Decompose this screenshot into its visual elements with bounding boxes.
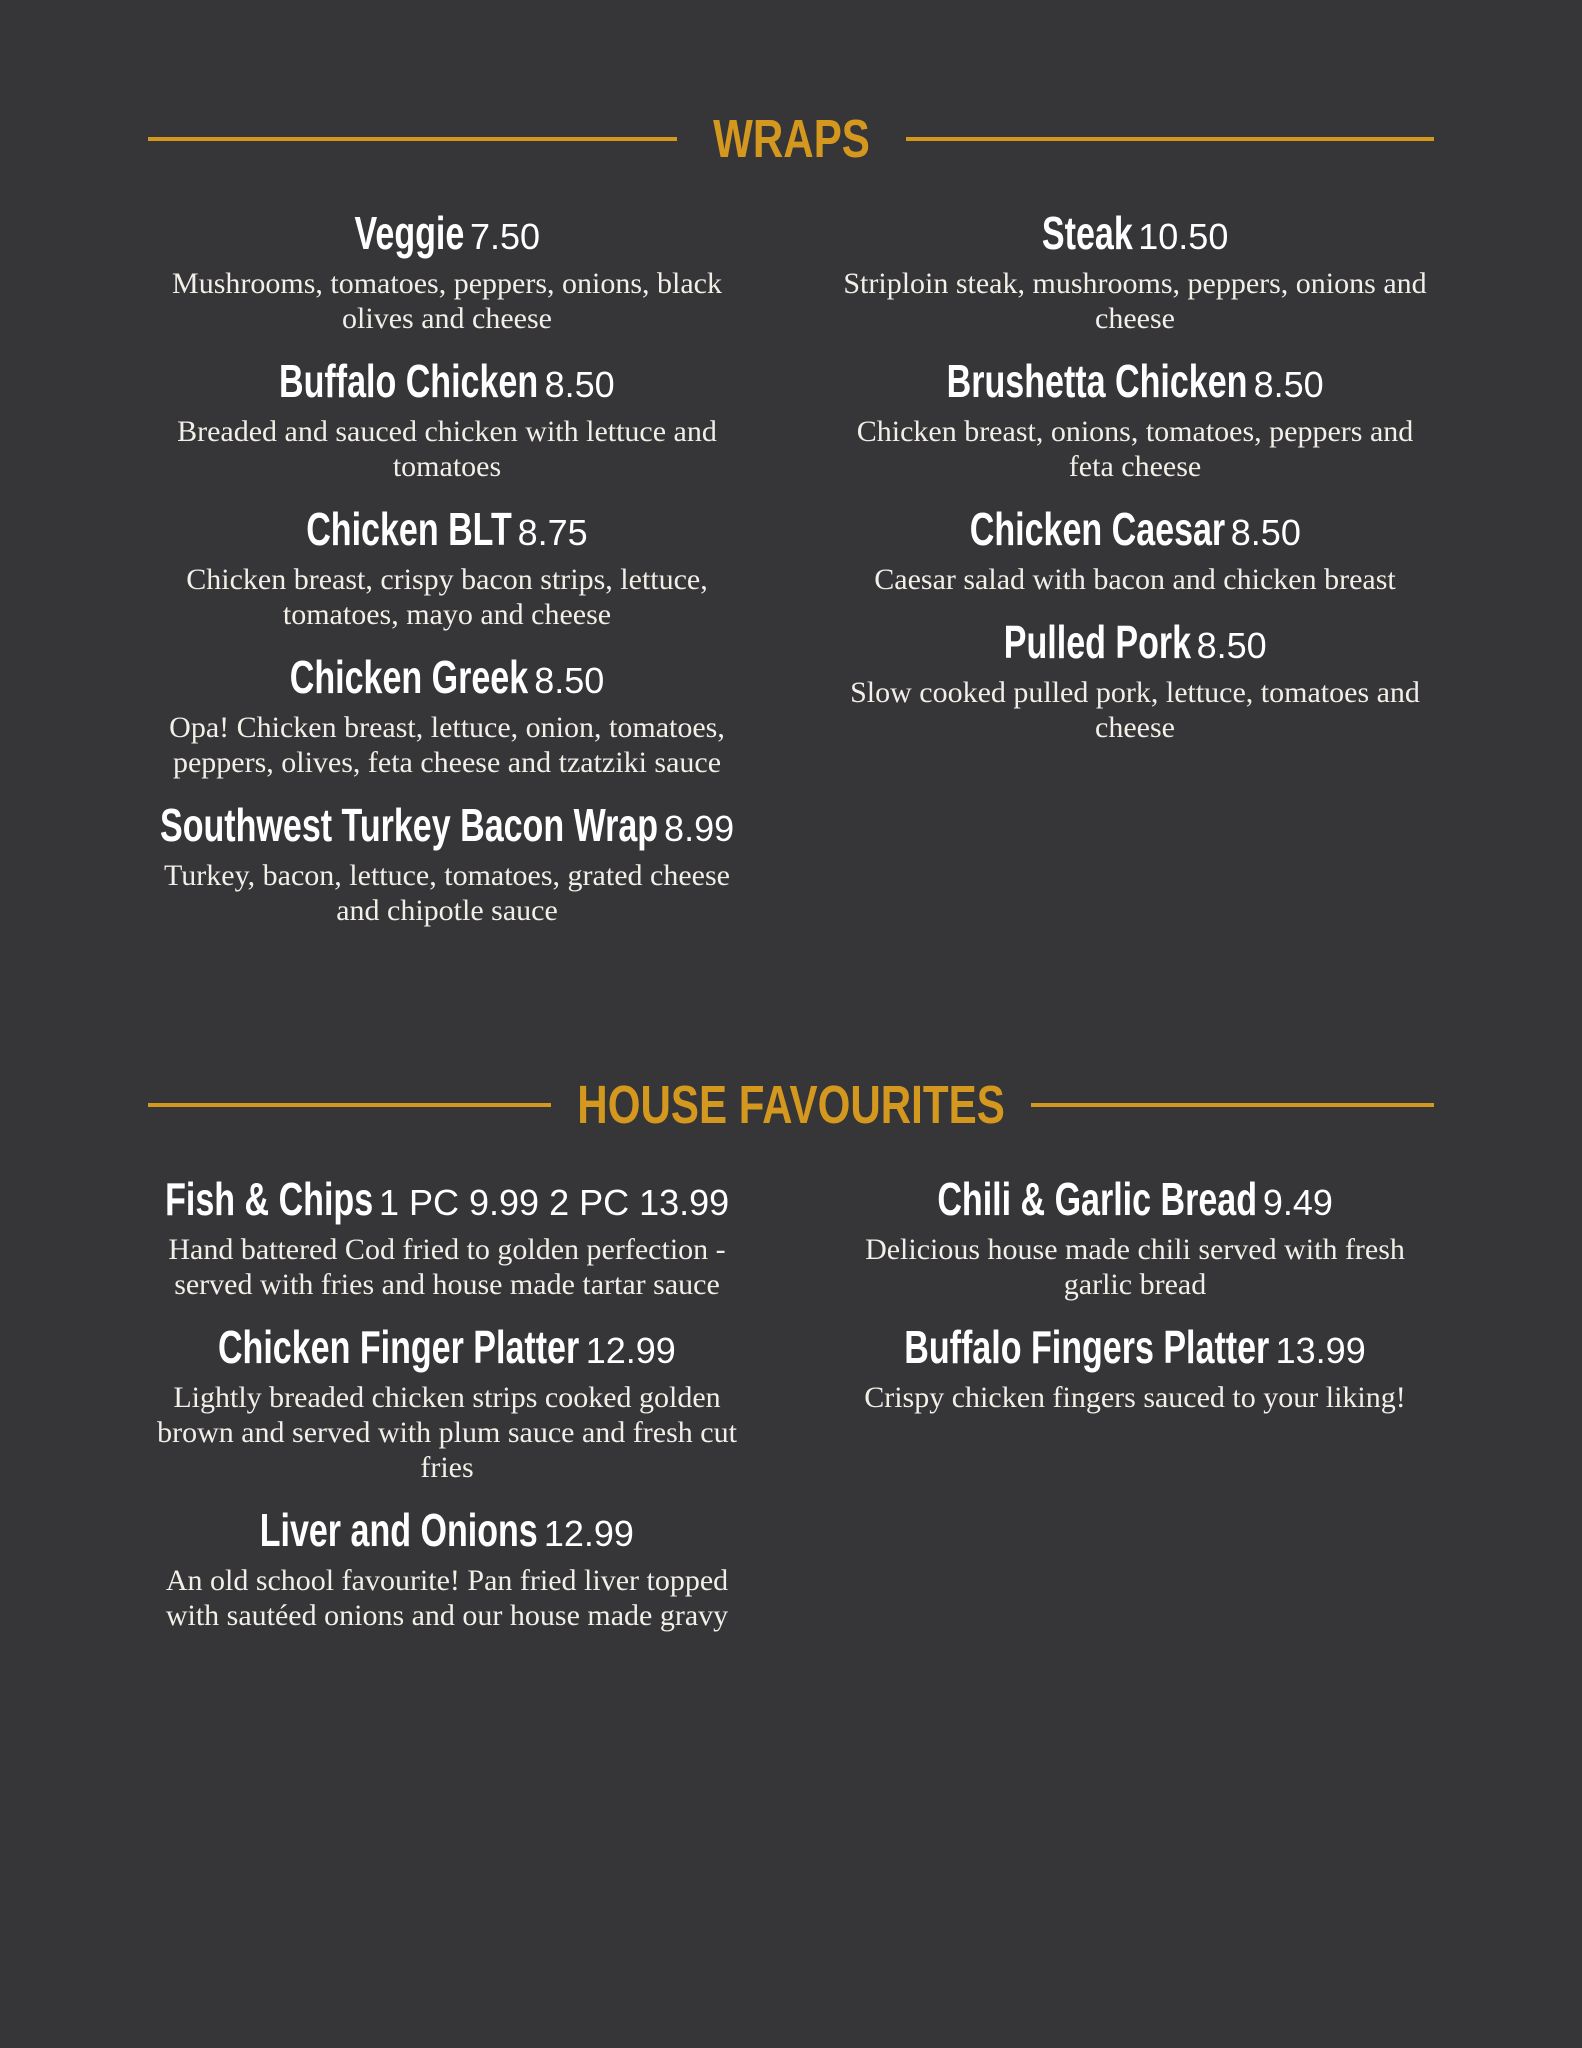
- menu-item: [825, 1321, 1445, 1415]
- item-name: Liver and Onions: [259, 1504, 538, 1556]
- item-name: Chicken Caesar: [969, 503, 1225, 555]
- item-description: Turkey, bacon, lettuce, tomatoes, grated cheese and chipotle sauce: [164, 859, 730, 927]
- item-description: Opa! Chicken breast, lettuce, onion, tomatoes, peppers, olives, feta cheese and tzatziki sauce: [169, 711, 725, 779]
- menu-item: [137, 503, 757, 632]
- item-description: Striploin steak, mushrooms, peppers, onions and cheese: [843, 267, 1427, 335]
- item-description: Hand battered Cod fried to golden perfection - served with fries and house made tartar sauce: [168, 1233, 726, 1301]
- menu-item: [137, 1504, 757, 1633]
- divider-line-right: [906, 137, 1435, 141]
- item-price: 8.75: [517, 512, 588, 553]
- item-name: Chili & Garlic Bread: [937, 1173, 1257, 1225]
- menu-item: [137, 799, 757, 928]
- house-favourites-right-column: [825, 1173, 1445, 1437]
- house-favourites-left-column: [137, 1173, 757, 1655]
- wraps-left-column: [137, 207, 757, 950]
- item-name: Chicken BLT: [306, 503, 512, 555]
- item-name: Veggie: [354, 207, 464, 259]
- item-price: 8.50: [1196, 625, 1267, 666]
- item-price: 1 PC 9.99 2 PC 13.99: [378, 1182, 730, 1223]
- item-price: 12.99: [585, 1330, 676, 1371]
- menu-item: [825, 616, 1445, 745]
- item-price: 8.50: [1253, 364, 1324, 405]
- item-description: Slow cooked pulled pork, lettuce, tomatoes and cheese: [850, 676, 1420, 744]
- menu-item: [825, 503, 1445, 597]
- item-name: Chicken Finger Platter: [218, 1321, 580, 1373]
- item-description: An old school favourite! Pan fried liver topped with sautéed onions and our house made gravy: [165, 1564, 729, 1632]
- menu-item: [825, 1173, 1445, 1302]
- item-name: Chicken Greek: [289, 651, 529, 703]
- menu-item: [137, 1173, 757, 1302]
- item-price: 12.99: [543, 1513, 634, 1554]
- item-description: Chicken breast, onions, tomatoes, peppers and feta cheese: [856, 415, 1414, 483]
- item-description: Delicious house made chili served with fresh garlic bread: [865, 1233, 1405, 1301]
- item-price: 7.50: [469, 216, 541, 257]
- menu-item: [825, 207, 1445, 336]
- divider-line-left: [148, 137, 677, 141]
- section-title: HOUSE FAVOURITES: [577, 1075, 1005, 1135]
- item-price: 10.50: [1138, 216, 1229, 257]
- item-name: Southwest Turkey Bacon Wrap: [159, 799, 659, 851]
- item-description: Chicken breast, crispy bacon strips, lettuce, tomatoes, mayo and cheese: [186, 563, 708, 631]
- divider-line-right: [1031, 1103, 1434, 1107]
- section-title: WRAPS: [712, 109, 870, 169]
- menu-item: [137, 355, 757, 484]
- menu-item: [137, 207, 757, 336]
- item-description: Mushrooms, tomatoes, peppers, onions, black olives and cheese: [172, 267, 722, 335]
- item-price: 9.49: [1262, 1182, 1333, 1223]
- item-name: Buffalo Chicken: [279, 355, 539, 407]
- item-name: Brushetta Chicken: [946, 355, 1248, 407]
- item-price: 13.99: [1275, 1330, 1366, 1371]
- item-name: Buffalo Fingers Platter: [904, 1321, 1270, 1373]
- item-price: 8.50: [534, 660, 605, 701]
- section-header-house-favourites: [148, 1075, 1434, 1135]
- item-name: Steak: [1041, 207, 1133, 259]
- item-price: 8.99: [664, 808, 735, 849]
- menu-item: [137, 1321, 757, 1485]
- wraps-right-column: [825, 207, 1445, 767]
- item-price: 8.50: [544, 364, 615, 405]
- menu-item: [137, 651, 757, 780]
- item-name: Fish & Chips: [164, 1173, 373, 1225]
- item-description: Caesar salad with bacon and chicken breast: [874, 563, 1396, 596]
- divider-line-left: [148, 1103, 551, 1107]
- section-header-wraps: [148, 109, 1434, 169]
- item-description: Breaded and sauced chicken with lettuce and tomatoes: [177, 415, 717, 483]
- item-description: Lightly breaded chicken strips cooked golden brown and served with plum sauce and fresh cut fries: [157, 1381, 737, 1484]
- item-price: 8.50: [1230, 512, 1301, 553]
- item-name: Pulled Pork: [1003, 616, 1191, 668]
- menu-item: [825, 355, 1445, 484]
- item-description: Crispy chicken fingers sauced to your liking!: [864, 1381, 1406, 1414]
